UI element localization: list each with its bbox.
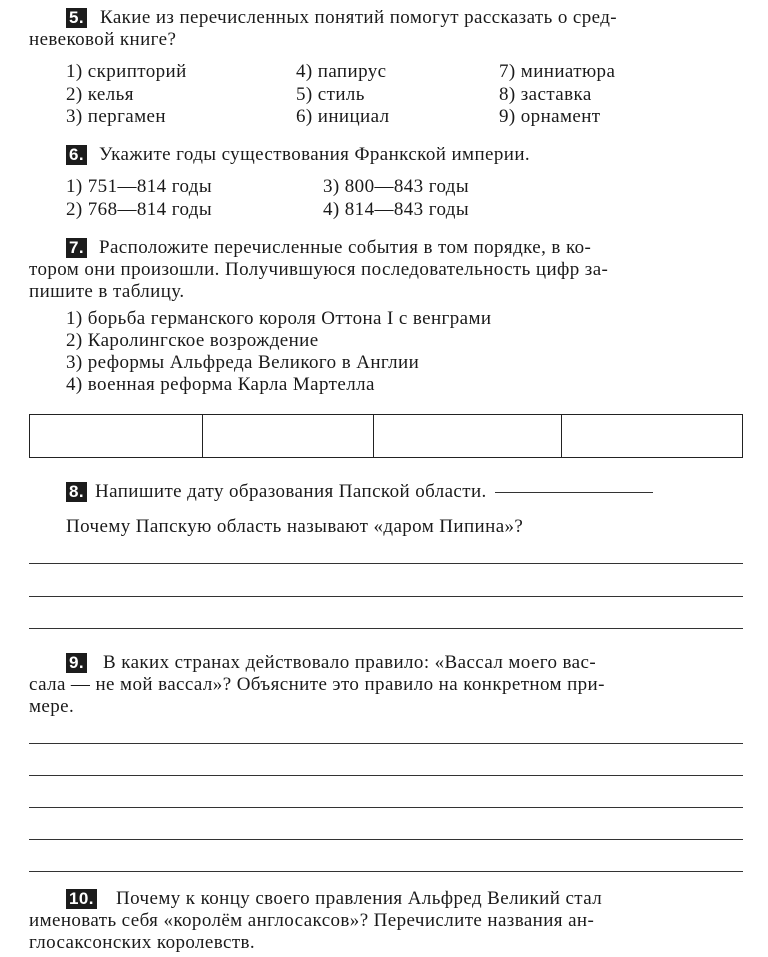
question-7-text-line3: пишите в таблицу.	[29, 281, 185, 302]
date-answer-line[interactable]	[495, 491, 653, 493]
q5-option-9: 9) орнамент	[499, 106, 601, 127]
q5-option-2: 2) келья	[66, 84, 134, 105]
q5-option-8: 8) заставка	[499, 84, 592, 105]
question-5-text-line1: Какие из перечисленных понятий помогут рассказать о сред-	[100, 7, 617, 28]
sequence-cell-3[interactable]	[374, 415, 562, 457]
answer-line-9d[interactable]	[29, 839, 743, 840]
sequence-cell-2[interactable]	[203, 415, 374, 457]
sequence-cell-1[interactable]	[30, 415, 203, 457]
question-number-8: 8.	[66, 482, 87, 502]
question-9	[29, 652, 743, 718]
q6-option-1: 1) 751—814 годы	[66, 176, 213, 197]
q6-option-3: 3) 800—843 годы	[323, 176, 470, 197]
question-5-text-line2: невековой книге?	[29, 29, 177, 50]
answer-line-9c[interactable]	[29, 807, 743, 808]
question-5	[29, 7, 743, 51]
q5-option-1: 1) скрипторий	[66, 61, 187, 82]
question-number-10: 10.	[66, 889, 97, 909]
q7-option-2: 2) Каролингское возрождение	[66, 330, 319, 351]
answer-line-9e[interactable]	[29, 871, 743, 872]
question-7	[29, 237, 743, 303]
question-number-9: 9.	[66, 653, 87, 673]
question-10-text-line3: глосаксонских королевств.	[29, 932, 256, 953]
question-8-text: Напишите дату образования Папской области.	[95, 481, 487, 502]
question-9-text-line3: мере.	[29, 696, 75, 717]
question-9-text-line1: В каких странах действовало правило: «Вассал моего вас-	[103, 652, 597, 673]
sequence-answer-table	[29, 414, 743, 458]
q5-option-3: 3) пергамен	[66, 106, 166, 127]
q7-option-1: 1) борьба германского короля Оттона I с венграми	[66, 308, 492, 329]
question-8-subquestion: Почему Папскую область называют «даром Пипина»?	[66, 516, 524, 537]
question-number-7: 7.	[66, 238, 87, 258]
answer-line-8a[interactable]	[29, 563, 743, 564]
answer-line-9a[interactable]	[29, 743, 743, 744]
sequence-cell-4[interactable]	[562, 415, 742, 457]
question-8	[29, 481, 743, 503]
question-7-text-line1: Расположите перечисленные события в том порядке, в ко-	[99, 237, 592, 258]
question-10-text-line1: Почему к концу своего правления Альфред Великий стал	[116, 888, 603, 909]
question-9-text-line2: сала — не мой вассал»? Объясните это правило на конкретном при-	[29, 674, 605, 695]
q7-option-3: 3) реформы Альфреда Великого в Англии	[66, 352, 420, 373]
question-10-text-line2: именовать себя «королём англосаксов»? Перечислите названия ан-	[29, 910, 595, 931]
q5-option-4: 4) папирус	[296, 61, 387, 82]
answer-line-8c[interactable]	[29, 628, 743, 629]
question-10	[29, 888, 743, 954]
q7-option-4: 4) военная реформа Карла Мартелла	[66, 374, 375, 395]
q5-option-5: 5) стиль	[296, 84, 365, 105]
question-6	[29, 144, 743, 166]
question-7-text-line2: тором они произошли. Получившуюся последовательность цифр за-	[29, 259, 609, 280]
question-number-5: 5.	[66, 8, 87, 28]
answer-line-9b[interactable]	[29, 775, 743, 776]
q6-option-2: 2) 768—814 годы	[66, 199, 213, 220]
q5-option-7: 7) миниатюра	[499, 61, 616, 82]
q6-option-4: 4) 814—843 годы	[323, 199, 470, 220]
answer-line-8b[interactable]	[29, 596, 743, 597]
question-6-text: Укажите годы существования Франкской империи.	[99, 144, 531, 165]
question-number-6: 6.	[66, 145, 87, 165]
q5-option-6: 6) инициал	[296, 106, 390, 127]
